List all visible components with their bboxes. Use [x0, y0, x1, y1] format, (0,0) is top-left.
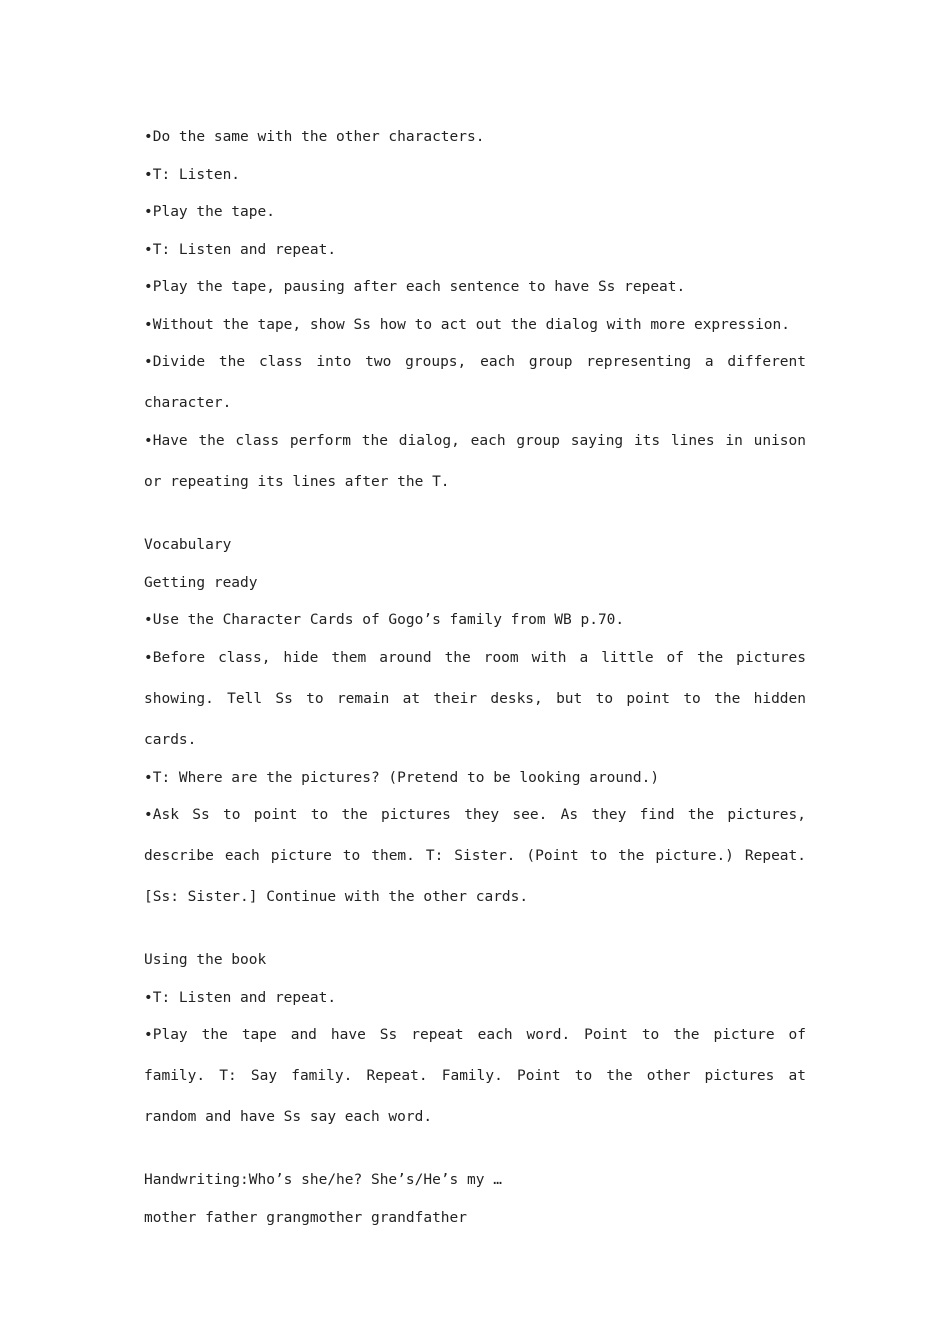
subheading-getting-ready: Getting ready [144, 574, 258, 591]
instruction-line: •Use the Character Cards of Gogo’s family from WB p.70. [144, 612, 625, 628]
section-heading-vocabulary: Vocabulary [144, 537, 232, 553]
instruction-line: •Without the tape, show Ss how to act out the dialog with more expression. [144, 316, 791, 333]
instruction-line: •Play the tape. [144, 204, 275, 220]
section-gap [144, 1144, 806, 1169]
handwriting-words: mother father grangmother grandfather [144, 1209, 468, 1226]
instruction-line: •Play the tape, pausing after each sentence to have Ss repeat. [144, 279, 686, 295]
instruction-paragraph-play: •Play the tape and have Ss repeat each word. Point to the picture of family. T: Say family. Repeat. Family. Point to the other pictures at random and have Ss say each word. [144, 1027, 806, 1125]
section-heading-using-book: Using the book [144, 952, 267, 968]
section-gap [144, 509, 806, 534]
section-gap [144, 924, 806, 949]
document-body [144, 126, 806, 1244]
instruction-paragraph-divide: •Divide the class into two groups, each group representing a different character. [144, 354, 806, 411]
instruction-line: •Do the same with the other characters. [144, 129, 485, 145]
instruction-line: •T: Listen. [144, 166, 241, 183]
instruction-line: •T: Listen and repeat. [144, 241, 337, 258]
instruction-line: •T: Where are the pictures? (Pretend to be looking around.) [144, 769, 660, 786]
instruction-paragraph-point: •Ask Ss to point to the pictures they see. As they find the pictures, describe each picture to them. T: Sister. (Point to the picture.) Repeat. [Ss: Sister.] Continue with the other cards. [144, 807, 806, 905]
instruction-line: •T: Listen and repeat. [144, 989, 337, 1006]
instruction-paragraph-perform: •Have the class perform the dialog, each group saying its lines in unison or repeating its lines after the T. [144, 433, 806, 490]
instruction-paragraph-hide: •Before class, hide them around the room with a little of the pictures showing. Tell Ss to remain at their desks, but to point to the hidden cards. [144, 649, 806, 748]
section-heading-handwriting: Handwriting:Who’s she/he? She’s/He’s my … [144, 1172, 502, 1188]
